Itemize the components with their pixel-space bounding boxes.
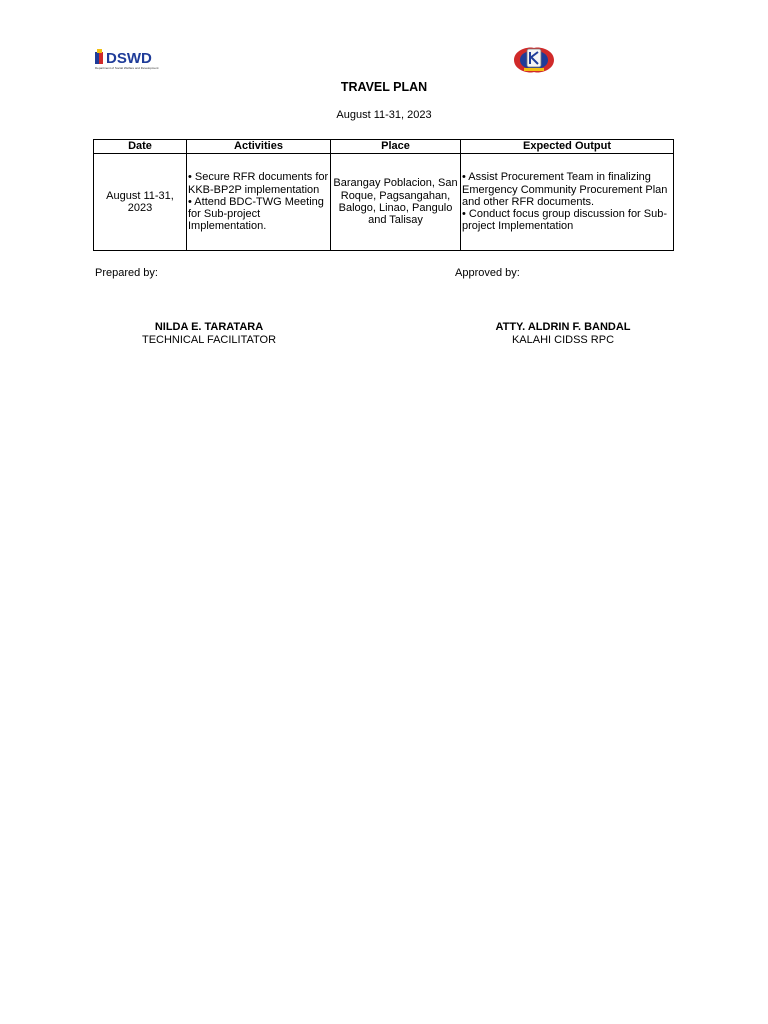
column-header-expected-output: Expected Output (461, 140, 674, 154)
approver-role: KALAHI CIDSS RPC (511, 334, 615, 346)
output-item: • Conduct focus group discussion for Sub-project Implementation (462, 208, 668, 233)
column-header-place: Place (331, 140, 461, 154)
preparer-name: NILDA E. TARATARA (154, 321, 264, 333)
table-header-row (94, 140, 674, 154)
column-header-activities: Activities (187, 140, 331, 154)
kalahi-cidss-logo (510, 44, 558, 76)
dswd-logo-subtext: Department of Social Welfare and Development (95, 66, 159, 70)
approved-by-label: Approved by: (455, 267, 520, 279)
document-date-range: August 11-31, 2023 (336, 109, 432, 121)
document-title: TRAVEL PLAN (340, 80, 428, 94)
preparer-role: TECHNICAL FACILITATOR (141, 334, 277, 346)
prepared-by-label: Prepared by: (95, 267, 158, 279)
column-header-date: Date (94, 140, 187, 154)
cell-expected-output (461, 154, 674, 251)
cell-activities (187, 154, 331, 251)
table-row (94, 154, 674, 251)
travel-plan-table (93, 139, 674, 251)
output-item: • Assist Procurement Team in finalizing Emergency Community Procurement Plan and other RFR documents. (462, 171, 668, 208)
cell-date: August 11-31, 2023 (94, 154, 187, 251)
approver-name: ATTY. ALDRIN F. BANDAL (495, 321, 631, 333)
cell-place: Barangay Poblacion, San Roque, Pagsangahan, Balogo, Linao, Pangulo and Talisay (331, 154, 461, 251)
dswd-logo-text: DSWD (106, 50, 152, 67)
activity-item: • Secure RFR documents for KKB-BP2P implementation (188, 171, 329, 196)
activity-item: • Attend BDC-TWG Meeting for Sub-project Implementation. (188, 195, 324, 233)
